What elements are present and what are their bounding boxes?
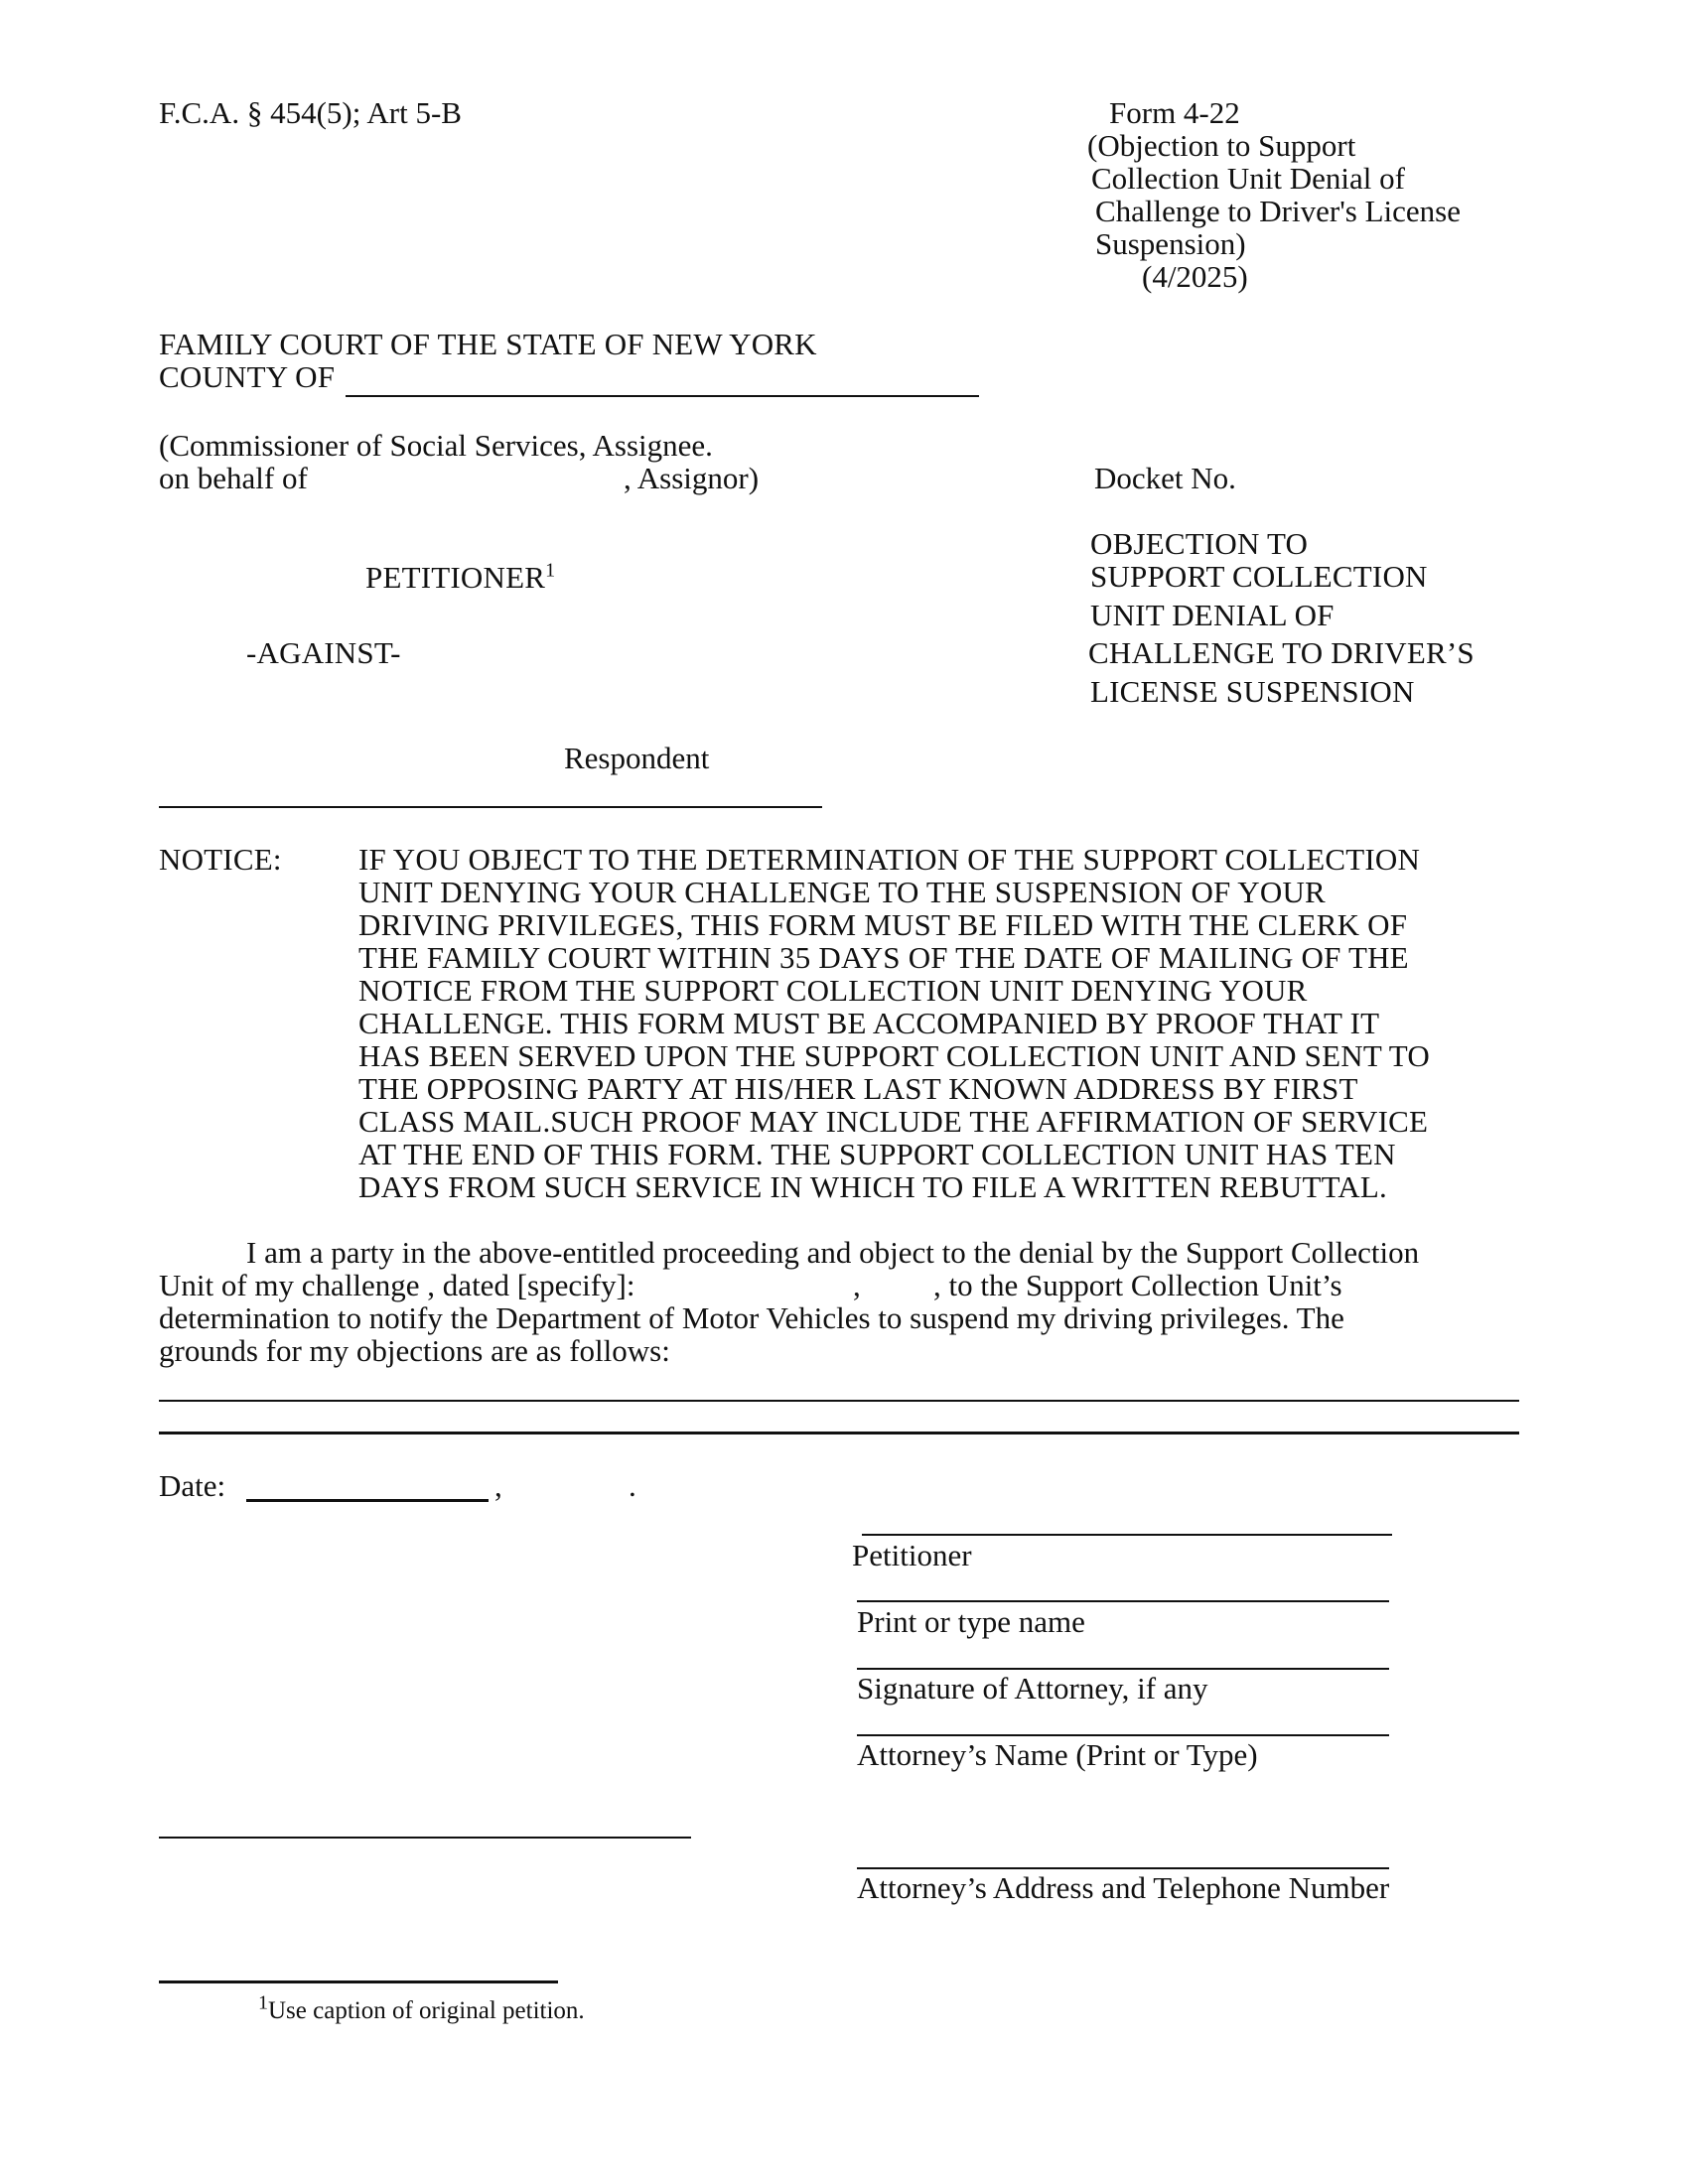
attorney-signature-label: Signature of Attorney, if any [857,1671,1208,1706]
body-line: Unit of my challenge , dated [specify]: [159,1268,635,1302]
form-date: (4/2025) [1142,259,1248,294]
form-description-line: (Objection to Support [1087,128,1356,163]
attorney-address-label: Attorney’s Address and Telephone Number [857,1870,1390,1905]
footnote-reference: 1 [545,559,556,582]
grounds-line[interactable] [159,1400,1519,1402]
statute-reference: F.C.A. § 454(5); Art 5-B [159,95,462,130]
body-line: grounds for my objections are as follows: [159,1333,670,1368]
attorney-signature-line[interactable] [857,1668,1389,1670]
county-label: COUNTY OF [159,359,336,394]
form-number: Form 4-22 [1109,95,1240,130]
form-description-line: Suspension) [1095,226,1246,261]
footnote: $^1$Use caption of original petition. [258,1991,585,2024]
document-title-line: UNIT DENIAL OF [1090,598,1335,632]
form-description-line: Collection Unit Denial of [1091,161,1405,196]
body-comma: , [853,1268,861,1302]
body-line: determination to notify the Department of Motor Vehicles to suspend my driving privileges. The [159,1300,1344,1335]
print-name-line[interactable] [857,1600,1389,1602]
grounds-line[interactable] [159,1432,1519,1434]
document-title-line: LICENSE SUSPENSION [1090,674,1415,709]
against-label: -AGAINST- [246,635,401,670]
petitioner-label: PETITIONER$^1$ [365,559,556,595]
docket-label: Docket No. [1094,461,1236,495]
attorney-address-line[interactable] [857,1867,1389,1869]
county-blank-line[interactable] [346,395,979,397]
document-title-line: SUPPORT COLLECTION [1090,559,1428,594]
petitioner-signature-label: Petitioner [852,1538,972,1572]
document-title-line: CHALLENGE TO DRIVER’S [1088,635,1475,670]
document-title-line: OBJECTION TO [1090,526,1309,561]
date-period: . [629,1468,636,1503]
assignor-label: , Assignor) [624,461,760,495]
respondent-label: Respondent [564,741,710,775]
form-description-line: Challenge to Driver's License [1095,194,1461,228]
caption-divider [159,806,822,808]
date-comma: , [494,1468,502,1503]
left-signature-line[interactable] [159,1837,691,1839]
footnote-number: 1 [258,1991,268,2014]
court-name: FAMILY COURT OF THE STATE OF NEW YORK [159,327,817,361]
footnote-divider [159,1980,558,1983]
petitioner-signature-line[interactable] [862,1534,1392,1536]
date-label: Date: [159,1468,226,1503]
attorney-name-label: Attorney’s Name (Print or Type) [857,1737,1258,1772]
on-behalf-label: on behalf of [159,461,308,495]
body-line: , to the Support Collection Unit’s [933,1268,1342,1302]
commissioner-line: (Commissioner of Social Services, Assignee. [159,428,713,463]
date-blank-line[interactable] [246,1499,489,1502]
print-name-label: Print or type name [857,1604,1085,1639]
notice-label: NOTICE: [159,842,282,877]
body-line: I am a party in the above-entitled proceeding and object to the denial by the Support Collection [246,1235,1420,1270]
attorney-name-line[interactable] [857,1734,1389,1736]
